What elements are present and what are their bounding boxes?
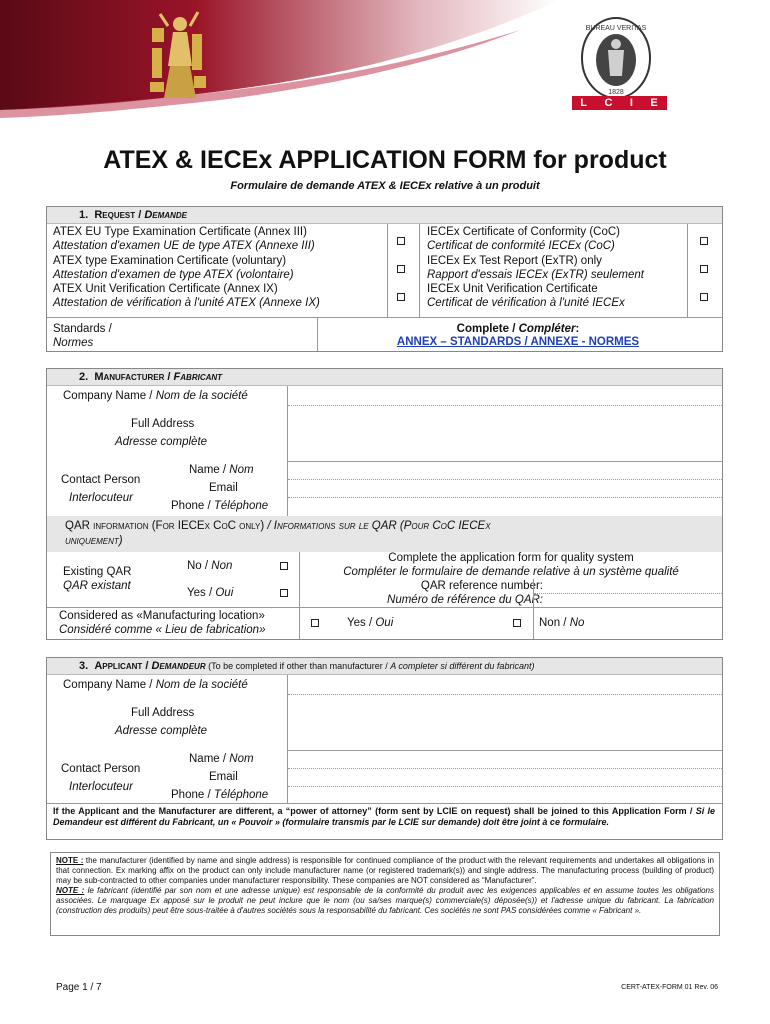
loc-no-en: Non / [539, 617, 570, 629]
col-divider [419, 224, 420, 317]
iecex-coc-label-fr: Certificat de conformité IECEx (CoC) [427, 240, 615, 252]
company-name-input[interactable] [288, 405, 722, 406]
qar-ref-input[interactable] [534, 593, 722, 594]
heading-note-fr: A completer si différent du fabricant) [390, 661, 535, 671]
iecex-coc-label: IECEx Certificate of Conformity (CoC) [427, 226, 620, 238]
phone-en: Phone / [171, 500, 214, 512]
company-en: Company Name / [63, 390, 156, 402]
qar-ref-label-fr: Numéro de référence du QAR: [387, 594, 543, 606]
company-name-input[interactable] [288, 694, 722, 695]
complete-colon: : [575, 323, 580, 335]
address-label: Full Address [131, 418, 195, 430]
lcie-wordmark [572, 96, 667, 110]
company-en: Company Name / [63, 679, 156, 691]
poa-fr: Si le Demandeur est différent du Fabricant, un « Pouvoir » (formulaire transmis par le LCIE sur demande) doit être joint à ce formulaire. [53, 806, 715, 827]
lcie-emblem-logo [140, 6, 220, 102]
email-input[interactable] [288, 786, 722, 787]
iecex-coc-checkbox[interactable] [700, 237, 708, 245]
complete-en: Complete / [456, 323, 519, 335]
loc-no-fr: No [569, 617, 585, 629]
row-divider [47, 607, 722, 608]
col-divider [387, 224, 388, 317]
heading-en: Request [94, 209, 136, 221]
phone-fr: Téléphone [213, 789, 269, 801]
note-fr [56, 886, 714, 916]
qar-heading-fr2: uniquement) [65, 535, 123, 547]
heading-sep: / [164, 371, 174, 383]
poa-en: If the Applicant and the Manufacturer are different, a “power of attorney” (form sent by LCIE on request) shall be joined to this Application Form / [53, 806, 696, 816]
company-name-label [63, 678, 248, 692]
bv-year: 1828 [608, 89, 624, 96]
iecex-unit-label-fr: Certificat de vérification à l'unité IECEx [427, 297, 625, 309]
name-fr: Nom [229, 464, 254, 476]
row-divider [47, 317, 722, 318]
address-label-fr: Adresse complète [115, 436, 208, 448]
heading-sep: / [135, 209, 145, 221]
qar-heading-en: QAR information (For IECEx CoC only) [65, 520, 265, 532]
heading-fr: Fabricant [173, 371, 223, 383]
qar-no-checkbox[interactable] [280, 562, 288, 570]
loc-yes-fr: Oui [375, 617, 394, 629]
heading-fr: Demandeur [151, 660, 206, 672]
iecex-unit-label: IECEx Unit Verification Certificate [427, 283, 598, 295]
heading-fr: Demande [144, 209, 187, 221]
location-no-label [539, 616, 584, 630]
atex-annex3-label: ATEX EU Type Examination Certificate (Annex III) [53, 226, 307, 238]
location-yes-checkbox[interactable] [311, 619, 319, 627]
name-label [189, 752, 254, 766]
atex-annex3-label-fr: Attestation d'examen UE de type ATEX (Annexe III) [53, 240, 315, 252]
location-no-checkbox[interactable] [513, 619, 521, 627]
lcie-letter: E [650, 97, 659, 109]
standards-label: Standards / [53, 323, 112, 335]
page-number: Page 1 / 7 [56, 982, 102, 993]
section-heading [47, 658, 722, 675]
contact-label-fr: Interlocuteur [69, 492, 133, 504]
note-en [56, 856, 714, 886]
existing-qar-label: Existing QAR [63, 566, 132, 578]
section-number: 2. [79, 371, 89, 383]
email-label: Email [209, 482, 238, 494]
complete-app-label-fr: Compléter le formulaire de demande relative à un système qualité [343, 566, 679, 578]
note-box [50, 852, 720, 936]
yes-fr: Oui [215, 587, 234, 599]
heading-sep: / [142, 660, 152, 672]
no-fr: Non [211, 560, 233, 572]
atex-annex3-checkbox[interactable] [397, 237, 405, 245]
address-input[interactable] [288, 750, 722, 751]
page-title: ATEX & IECEx APPLICATION FORM for product [103, 146, 667, 174]
section-heading [47, 207, 722, 224]
bv-name: BUREAU VERITAS [585, 25, 647, 32]
location-yes-label [347, 616, 393, 630]
address-label: Full Address [131, 707, 195, 719]
no-en: No / [187, 560, 212, 572]
contact-label-fr: Interlocuteur [69, 781, 133, 793]
lcie-letter: C [604, 97, 614, 109]
iecex-extr-label: IECEx Ex Test Report (ExTR) only [427, 255, 602, 267]
name-input[interactable] [288, 479, 722, 480]
note-label-fr: NOTE : [56, 886, 85, 895]
company-fr: Nom de la société [155, 679, 248, 691]
lcie-letter: L [580, 97, 588, 109]
qar-heading [65, 519, 491, 533]
standards-label-fr: Normes [53, 337, 94, 349]
iecex-extr-checkbox[interactable] [700, 265, 708, 273]
atex-voluntary-label: ATEX type Examination Certificate (voluntary) [53, 255, 287, 267]
complete-fr: Compléter [518, 323, 576, 335]
yes-label [187, 586, 233, 600]
atex-unit-checkbox[interactable] [397, 293, 405, 301]
section-heading [47, 369, 722, 386]
form-reference: CERT-ATEX-FORM 01 Rev. 06 [621, 984, 718, 991]
heading-note-en: (To be completed if other than manufacturer / [205, 661, 391, 671]
section-manufacturer [46, 368, 723, 640]
section-request [46, 206, 723, 352]
lcie-letter: I [629, 97, 634, 109]
email-input[interactable] [288, 497, 722, 498]
complete-label [318, 322, 718, 336]
section-applicant [46, 657, 723, 840]
company-name-label [63, 389, 248, 403]
annex-standards-link[interactable]: ANNEX – STANDARDS / ANNEXE - NORMES [396, 336, 640, 348]
phone-fr: Téléphone [213, 500, 269, 512]
section-number: 3. [79, 660, 89, 672]
note-text-fr: le fabricant (identifié par son nom et une adresse unique) est responsable de la conformité du produit avec les exigences applicables et en assume toutes les obligations associées. Le marquage Ex apposé sur le produit ne peut inclure que le nom (ou sa/ses marque(s) commerciale(s) déposée(s)) et l'adresse unique du fabricant. La fabrication (construction des produits) peut être sous-traitée à d'autres sociétés sous la responsabilité du fabricant. Ces sociétés ne sont PAS considérées comme « Fabricant ». [56, 886, 715, 915]
phone-en: Phone / [171, 789, 214, 801]
address-label-fr: Adresse complète [115, 725, 208, 737]
atex-unit-label: ATEX Unit Verification Certificate (Annex IX) [53, 283, 278, 295]
iecex-extr-label-fr: Rapport d'essais IECEx (ExTR) seulement [427, 269, 644, 281]
atex-voluntary-label-fr: Attestation d'examen de type ATEX (volontaire) [53, 269, 294, 281]
iecex-unit-checkbox[interactable] [700, 293, 708, 301]
contact-label: Contact Person [61, 763, 141, 775]
atex-voluntary-checkbox[interactable] [397, 265, 405, 273]
qar-heading-fr: / Informations sur le QAR (Pour CoC IECEx [264, 520, 491, 532]
row-divider [47, 803, 722, 804]
name-en: Name / [189, 753, 230, 765]
heading-en: Manufacturer [94, 371, 165, 383]
no-label [187, 559, 232, 573]
email-label: Email [209, 771, 238, 783]
name-label [189, 463, 254, 477]
atex-unit-label-fr: Attestation de vérification à l'unité ATEX (Annexe IX) [53, 297, 320, 309]
name-en: Name / [189, 464, 230, 476]
existing-qar-label-fr: QAR existant [63, 580, 131, 592]
col-divider [687, 224, 688, 317]
phone-label [171, 499, 268, 513]
section-number: 1. [79, 209, 89, 221]
phone-label [171, 788, 268, 802]
name-fr: Nom [229, 753, 254, 765]
complete-app-label: Complete the application form for quality system [388, 552, 634, 564]
manufacturing-location-label: Considered as «Manufacturing location» [59, 610, 265, 622]
col-divider [533, 579, 534, 639]
note-text-en: the manufacturer (identified by name and single address) is responsible for continued compliance of the product with the relevant requirements and undertakes all obligations in that connection. Ex marking affix on the product can only include manufacturer name (or registered trademark(s)) and single address. The manufacturing process (building of product) may be sub-contracted to other companies under manufacturer responsibility. These companies are NOT considered as “Manufacturer”. [56, 856, 715, 885]
loc-yes-en: Yes / [347, 617, 376, 629]
yes-en: Yes / [187, 587, 216, 599]
power-of-attorney-note [53, 806, 715, 828]
page-subtitle: Formulaire de demande ATEX & IECEx relative à un produit [230, 180, 540, 192]
note-label-en: NOTE : [56, 856, 84, 865]
manufacturing-location-label-fr: Considéré comme « Lieu de fabrication» [59, 624, 266, 636]
address-input[interactable] [288, 461, 722, 462]
heading-en: Applicant [94, 660, 143, 672]
name-input[interactable] [288, 768, 722, 769]
qar-yes-checkbox[interactable] [280, 589, 288, 597]
contact-label: Contact Person [61, 474, 141, 486]
qar-ref-label: QAR reference number: [420, 580, 543, 592]
company-fr: Nom de la société [155, 390, 248, 402]
